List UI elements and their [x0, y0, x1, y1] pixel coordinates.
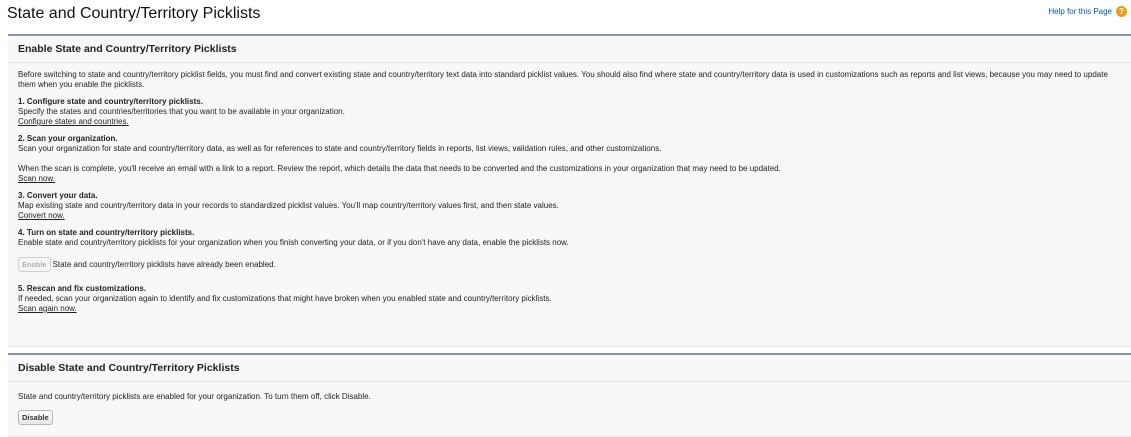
- step-3-desc: Map existing state and country/territory data in your records to standardized picklist values. You'll map country/territory values first, and then state values.: [18, 201, 559, 210]
- step-5-desc: If needed, scan your organization again to identify and fix customizations that might have broken when you enabled state and country/territory picklists.: [18, 294, 552, 303]
- help-link[interactable]: Help for this Page: [1048, 7, 1112, 16]
- step-2-note: When the scan is complete, you'll receive an email with a link to a report. Review the report, which details the data that needs to be converted and the customizations in your organization that may need to be updated.: [18, 164, 781, 173]
- step-1-desc: Specify the states and countries/territories that you want to be available in your organization.: [18, 107, 345, 116]
- step-4-title: 4. Turn on state and country/territory picklists.: [18, 228, 195, 237]
- disable-panel-title: Disable State and Country/Territory Picklists: [18, 362, 240, 374]
- disable-panel-header: [8, 355, 1131, 382]
- step-5: [18, 284, 1121, 314]
- step-4: [18, 228, 1121, 272]
- step-1: [18, 97, 1121, 127]
- enable-panel-header: [8, 36, 1131, 63]
- enable-panel-body: [8, 63, 1131, 314]
- step-2: [18, 134, 1121, 184]
- step-2-desc: Scan your organization for state and country/territory data, as well as for references to state and country/territory fields in reports, list views, validation rules, and other customizations.: [18, 144, 662, 153]
- step-3-title: 3. Convert your data.: [18, 191, 98, 200]
- enable-status: State and country/territory picklists have already been enabled.: [52, 259, 276, 269]
- disable-panel-body: [8, 382, 1131, 425]
- scan-now-link[interactable]: Scan now.: [18, 174, 55, 183]
- configure-states-link[interactable]: Configure states and countries.: [18, 117, 129, 126]
- step-4-desc: Enable state and country/territory picklists for your organization when you finish converting your data, or if you don't have any data, enable the picklists now.: [18, 238, 569, 247]
- enable-row: [18, 257, 1121, 272]
- disable-desc: State and country/territory picklists are enabled for your organization. To turn them off, click Disable.: [18, 392, 371, 401]
- step-1-title: 1. Configure state and country/territory picklists.: [18, 97, 203, 106]
- intro-text: Before switching to state and country/territory picklist fields, you must find and convert existing state and country/territory text data into standard picklist values. You should also find where state and country/territory data is used in customizations such as reports and list views, because you may need to update them when you enable the picklists.: [18, 70, 1108, 89]
- help-icon[interactable]: ?: [1116, 6, 1127, 17]
- step-5-title: 5. Rescan and fix customizations.: [18, 284, 147, 293]
- page-title: State and Country/Territory Picklists: [7, 5, 261, 22]
- help-area: [1048, 6, 1127, 17]
- enable-button: Enable: [18, 257, 51, 272]
- scan-again-link[interactable]: Scan again now.: [18, 304, 77, 313]
- enable-panel-title: Enable State and Country/Territory Picklists: [18, 43, 237, 55]
- enable-panel: [8, 34, 1131, 347]
- disable-row: [18, 410, 1121, 425]
- disable-panel: [8, 353, 1131, 437]
- convert-now-link[interactable]: Convert now.: [18, 211, 65, 220]
- step-2-title: 2. Scan your organization.: [18, 134, 118, 143]
- disable-button[interactable]: Disable: [18, 410, 53, 425]
- step-3: [18, 191, 1121, 221]
